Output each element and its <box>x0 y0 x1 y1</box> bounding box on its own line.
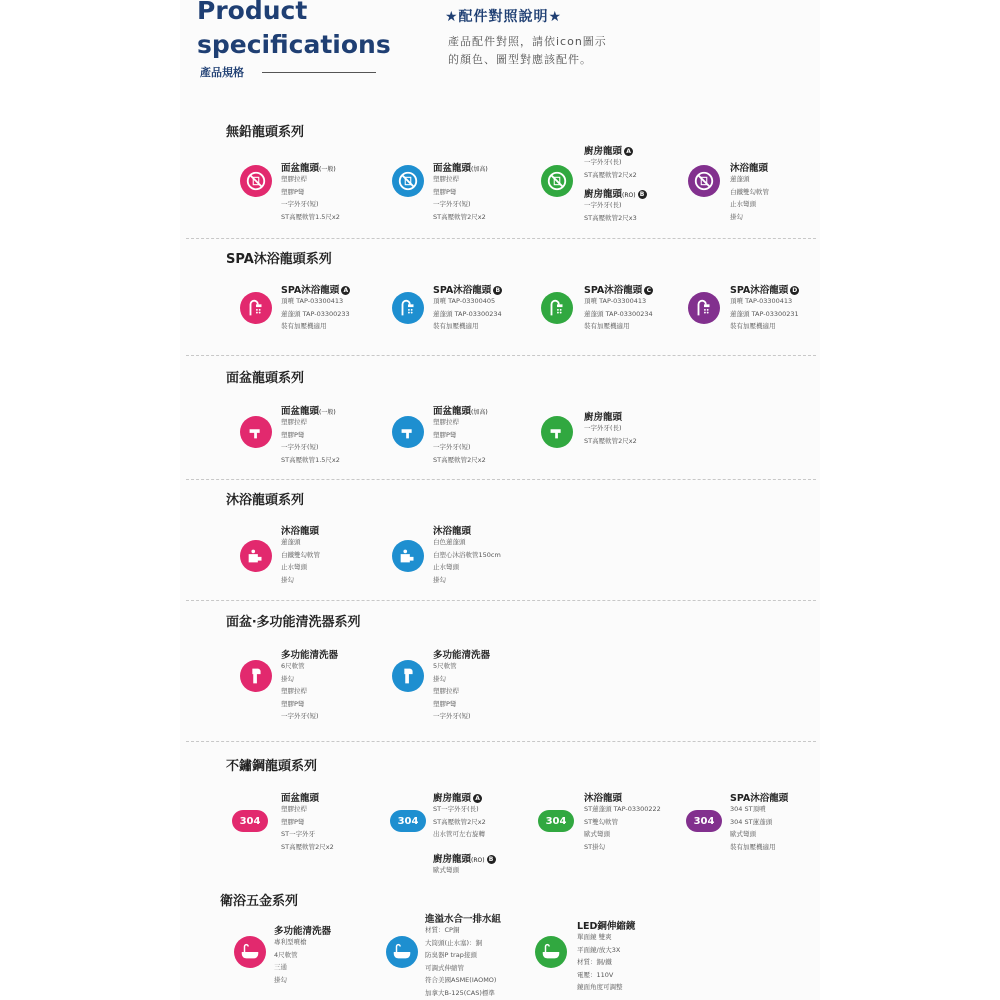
item-details: 材質：CP銅 大筒頭(止水塞)：銅 防臭器P trap接頭 可調式伸縮管 符合美國ASME(IAOMO) 加拿大B-125(CAS)標準 <box>425 926 497 997</box>
material-304-badge: 304 <box>232 810 268 832</box>
section-title-spa: SPA沐浴龍頭系列 <box>226 252 332 267</box>
item-details: 6尺軟管 掛勾 塑膠拉桿 塑膠P彎 一字外牙(短) <box>281 662 319 720</box>
item-details: 單面鏡 雙爽 平面鏡/放大3X 材質：銅/鐵 電壓：110V 鏡面角度可調整 <box>577 933 623 991</box>
item-title: 沐浴龍頭 <box>584 793 623 804</box>
section-divider <box>186 741 816 742</box>
legend-title: ★配件對照說明★ <box>445 9 563 25</box>
no-lead-icon <box>688 165 720 197</box>
item-title: 廚房龍頭 A <box>433 790 482 804</box>
item-title: SPA沐浴龍頭 D <box>730 282 799 296</box>
item-title: 多功能清洗器 <box>281 650 339 661</box>
item-title: 面盆龍頭 <box>281 793 320 804</box>
no-lead-icon <box>541 165 573 197</box>
faucet-icon <box>240 416 272 448</box>
item-title: 沐浴龍頭 <box>281 526 320 537</box>
item-details: 白色蓮蓬頭 白塑心沐浴軟管150cm 止水彎頭 掛勾 <box>433 538 501 584</box>
section-divider <box>186 479 816 480</box>
item-details: 專利型噴槍 4尺軟管 三通 掛勾 <box>274 938 307 984</box>
material-304-badge: 304 <box>686 810 722 832</box>
item-details-2: 歐式彎頭 <box>433 866 459 874</box>
item-details: 頂噴 TAP-03300413 蓮蓬頭 TAP-03300231 裝有加壓機適用 <box>730 297 799 330</box>
section-divider <box>186 355 816 356</box>
item-details: 一字外牙(長) ST高壓軟管2尺x2 <box>584 424 637 445</box>
shower-head-icon <box>688 292 720 324</box>
item-details: ST蓮蓬頭 TAP-03300222 ST雙勾軟管 歐式彎頭 ST掛勾 <box>584 805 661 851</box>
section-title-hardware: 衛浴五金系列 <box>220 894 299 909</box>
item-title: 沐浴龍頭 <box>730 163 769 174</box>
legend-line-1: 產品配件對照，請依icon圖示 <box>448 35 607 48</box>
page-title-line1: Product <box>197 0 308 25</box>
shower-head-icon <box>392 292 424 324</box>
page-subtitle: 產品規格 <box>200 66 244 79</box>
material-304-badge: 304 <box>390 810 426 832</box>
no-lead-icon <box>392 165 424 197</box>
legend-text <box>448 33 607 69</box>
item-details: 頂噴 TAP-03300405 蓮蓬頭 TAP-03300234 裝有加壓機適用 <box>433 297 502 330</box>
page-title-line2: specifications <box>197 30 391 59</box>
item-title: 面盆龍頭(一般) <box>281 163 336 174</box>
item-details: 頂噴 TAP-03300413 蓮蓬頭 TAP-03300234 裝有加壓機適用 <box>584 297 653 330</box>
faucet-icon <box>541 416 573 448</box>
item-title: SPA沐浴龍頭 C <box>584 282 653 296</box>
legend-line-2: 的顏色、圖型對應該配件。 <box>448 53 592 66</box>
section-title-bath: 沐浴龍頭系列 <box>226 493 305 508</box>
item-details: 塑膠拉桿 塑膠P彎 一字外牙(短) ST高壓軟管1.5尺x2 <box>281 175 340 221</box>
section-title-sprayer: 面盆‧多功能清洗器系列 <box>226 615 361 630</box>
item-title-2: 廚房龍頭(RO) B <box>584 186 647 200</box>
bathtub-icon <box>234 936 266 968</box>
item-details-2: 一字外牙(長) ST高壓軟管2尺x3 <box>584 201 637 222</box>
section-divider <box>186 238 816 239</box>
item-title: 沐浴龍頭 <box>433 526 472 537</box>
item-details: 5尺軟管 掛勾 塑膠拉桿 塑膠P彎 一字外牙(短) <box>433 662 471 720</box>
no-lead-icon <box>240 165 272 197</box>
item-details: 塑膠拉桿 塑膠P彎 一字外牙(短) ST高壓軟管2尺x2 <box>433 418 486 464</box>
section-title-basin: 面盆龍頭系列 <box>226 371 305 386</box>
shower-head-icon <box>541 292 573 324</box>
sprayer-icon <box>392 660 424 692</box>
item-details: 一字外牙(長) ST高壓軟管2尺x2 <box>584 158 637 179</box>
item-details: 塑膠拉桿 塑膠P彎 ST一字外牙 ST高壓軟管2尺x2 <box>281 805 334 851</box>
item-title: 面盆龍頭(加高) <box>433 163 488 174</box>
item-title: 面盆龍頭(一般) <box>281 406 336 417</box>
sprayer-icon <box>240 660 272 692</box>
item-title: SPA沐浴龍頭 A <box>281 282 350 296</box>
item-details: 頂噴 TAP-03300413 蓮蓬頭 TAP-03300233 裝有加壓機適用 <box>281 297 350 330</box>
item-title: SPA沐浴龍頭 B <box>433 282 502 296</box>
item-title: LED銅伸縮鏡 <box>577 921 636 932</box>
section-title-stainless: 不鏽鋼龍頭系列 <box>226 759 318 774</box>
item-details: ST一字外牙(長) ST高壓軟管2尺x2 出水管可左右旋轉 <box>433 805 486 838</box>
subtitle-rule <box>262 72 376 73</box>
shower-head-icon <box>240 292 272 324</box>
bathtub-icon <box>535 936 567 968</box>
item-title: 進溢水合一排水組 <box>425 914 502 925</box>
item-details: 蓮蓬頭 白鐵雙勾軟管 止水彎頭 掛勾 <box>281 538 320 584</box>
item-title: SPA沐浴龍頭 <box>730 793 789 804</box>
item-title: 廚房龍頭 A <box>584 143 633 157</box>
bathtub-icon <box>386 936 418 968</box>
item-title: 多功能清洗器 <box>433 650 491 661</box>
material-304-badge: 304 <box>538 810 574 832</box>
item-details: 塑膠拉桿 塑膠P彎 一字外牙(短) ST高壓軟管1.5尺x2 <box>281 418 340 464</box>
item-details: 塑膠拉桿 塑膠P彎 一字外牙(短) ST高壓軟管2尺x2 <box>433 175 486 221</box>
item-details: 蓮蓬頭 白鐵雙勾軟管 止水彎頭 掛勾 <box>730 175 769 221</box>
bath-faucet-icon <box>392 540 424 572</box>
item-title: 廚房龍頭 <box>584 412 623 423</box>
section-title-no-lead: 無鉛龍頭系列 <box>226 125 305 140</box>
item-title: 面盆龍頭(加高) <box>433 406 488 417</box>
item-title-2: 廚房龍頭(RO) B <box>433 851 496 865</box>
section-divider <box>186 600 816 601</box>
faucet-icon <box>392 416 424 448</box>
item-details: 304 ST頂噴 304 ST蓮蓬頭 歐式彎頭 裝有加壓機適用 <box>730 805 776 851</box>
bath-faucet-icon <box>240 540 272 572</box>
item-title: 多功能清洗器 <box>274 926 332 937</box>
